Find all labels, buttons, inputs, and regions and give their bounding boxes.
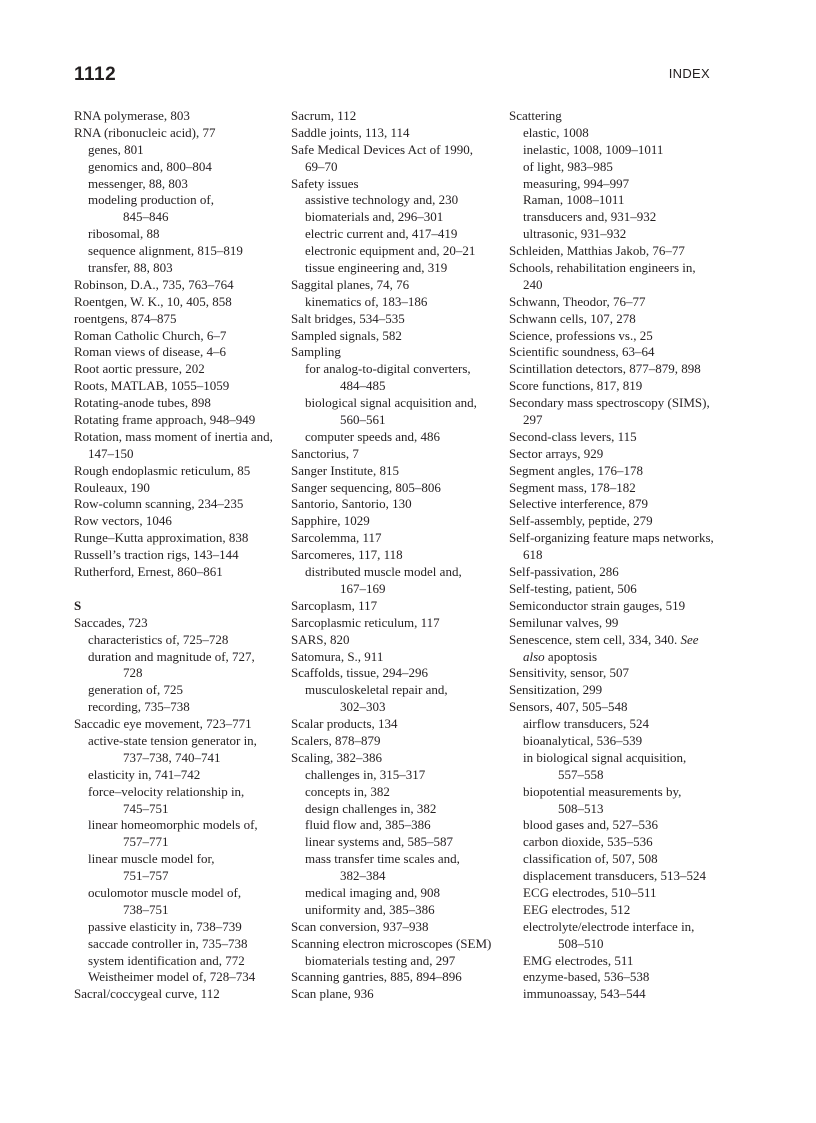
index-entry: Rouleaux, 190	[74, 479, 150, 495]
index-entry: Science, professions vs., 25	[509, 327, 653, 343]
index-column-3	[509, 108, 724, 1003]
index-entry: Scaling, 382–386	[291, 749, 382, 765]
index-entry: Self-organizing feature maps networks,	[509, 530, 714, 546]
index-entry: Scintillation detectors, 877–879, 898	[509, 361, 701, 377]
index-entry: roentgens, 874–875	[74, 310, 177, 326]
index-entry: Sensitivity, sensor, 507	[509, 665, 629, 681]
index-entry: Safety issues	[291, 175, 359, 191]
index-subentry: challenges in, 315–317	[305, 766, 426, 782]
index-entry: Rutherford, Ernest, 860–861	[74, 564, 223, 580]
index-entry: Robinson, D.A., 735, 763–764	[74, 276, 234, 292]
index-entry: Safe Medical Devices Act of 1990,	[291, 141, 473, 157]
index-subentry: ECG electrodes, 510–511	[523, 884, 657, 900]
index-entry: Sanctorius, 7	[291, 445, 359, 461]
index-continuation: 738–751	[123, 901, 169, 917]
index-entry: Sensitization, 299	[509, 682, 603, 698]
index-subentry: concepts in, 382	[305, 783, 390, 799]
index-subentry: measuring, 994–997	[523, 175, 630, 191]
index-entry: Saccadic eye movement, 723–771	[74, 716, 252, 732]
index-subentry: design challenges in, 382	[305, 800, 437, 816]
index-subentry: oculomotor muscle model of,	[88, 884, 242, 900]
index-subentry: also apoptosis	[523, 648, 598, 664]
index-subentry: system identification and, 772	[88, 952, 245, 968]
index-entry: Saddle joints, 113, 114	[291, 124, 410, 140]
index-subentry: assistive technology and, 230	[305, 192, 459, 208]
index-continuation: 484–485	[340, 378, 386, 394]
index-entry: Sector arrays, 929	[509, 445, 604, 461]
index-subentry: blood gases and, 527–536	[523, 817, 659, 833]
index-subentry: force–velocity relationship in,	[88, 783, 245, 799]
index-entry: Sacrum, 112	[291, 108, 357, 123]
index-subentry: biomaterials testing and, 297	[305, 952, 456, 968]
index-entry: Rotating-anode tubes, 898	[74, 395, 211, 411]
index-subentry: mass transfer time scales and,	[305, 851, 460, 867]
index-subentry: 69–70	[305, 158, 338, 174]
index-subentry: medical imaging and, 908	[305, 884, 441, 900]
index-subentry: EMG electrodes, 511	[523, 952, 634, 968]
index-continuation: 302–303	[340, 699, 386, 715]
index-entry: Score functions, 817, 819	[509, 378, 643, 394]
index-subentry: of light, 983–985	[523, 158, 613, 174]
index-subentry: immunoassay, 543–544	[523, 986, 646, 1002]
index-subentry: for analog-to-digital converters,	[305, 361, 471, 377]
index-subentry: classification of, 507, 508	[523, 851, 658, 867]
section-letter: S	[74, 597, 82, 613]
index-subentry: sequence alignment, 815–819	[88, 243, 243, 259]
index-entry: Sampling	[291, 344, 341, 360]
index-entry: Root aortic pressure, 202	[74, 361, 205, 377]
index-continuation: 167–169	[340, 580, 386, 596]
index-subentry: 240	[523, 276, 543, 292]
index-entry: Schleiden, Matthias Jakob, 76–77	[509, 243, 685, 259]
index-subentry: 618	[523, 547, 543, 563]
index-continuation: 728	[123, 665, 143, 681]
index-entry: RNA (ribonucleic acid), 77	[74, 124, 216, 140]
index-continuation: 382–384	[340, 868, 386, 884]
index-subentry: biomaterials and, 296–301	[305, 209, 444, 225]
index-continuation: 508–513	[558, 800, 604, 816]
index-entry: SARS, 820	[291, 631, 350, 647]
index-entry: Roentgen, W. K., 10, 405, 858	[74, 293, 232, 309]
index-entry: Semiconductor strain gauges, 519	[509, 597, 686, 613]
index-subentry: tissue engineering and, 319	[305, 260, 448, 276]
index-entry: Scanning gantries, 885, 894–896	[291, 969, 462, 985]
index-subentry: bioanalytical, 536–539	[523, 732, 643, 748]
index-subentry: electric current and, 417–419	[305, 226, 458, 242]
index-subentry: inelastic, 1008, 1009–1011	[523, 141, 664, 157]
index-subentry: linear homeomorphic models of,	[88, 817, 258, 833]
index-entry: Sanger sequencing, 805–806	[291, 479, 441, 495]
index-entry: Second-class levers, 115	[509, 428, 637, 444]
index-subentry: transducers and, 931–932	[523, 209, 657, 225]
index-continuation: 557–558	[558, 766, 604, 782]
index-entry: Scan conversion, 937–938	[291, 918, 429, 934]
index-entry: Scan plane, 936	[291, 986, 374, 1002]
index-subentry: computer speeds and, 486	[305, 428, 441, 444]
index-column-2	[291, 108, 496, 1003]
index-subentry: characteristics of, 725–728	[88, 631, 229, 647]
index-entry: Salt bridges, 534–535	[291, 310, 405, 326]
index-subentry: 147–150	[88, 445, 134, 461]
index-entry: Saggital planes, 74, 76	[291, 276, 410, 292]
index-subentry: biopotential measurements by,	[523, 783, 682, 799]
index-subentry: elastic, 1008	[523, 124, 589, 140]
index-entry: Sensors, 407, 505–548	[509, 699, 628, 715]
section-spacer	[74, 581, 274, 598]
index-entry: Sarcomeres, 117, 118	[291, 547, 403, 563]
index-entry: Scalers, 878–879	[291, 732, 381, 748]
index-entry: Roots, MATLAB, 1055–1059	[74, 378, 230, 394]
index-entry: Row-column scanning, 234–235	[74, 496, 244, 512]
index-subentry: active-state tension generator in,	[88, 732, 257, 748]
index-entry: Rotation, mass moment of inertia and,	[74, 428, 273, 444]
index-subentry: generation of, 725	[88, 682, 183, 698]
index-entry: Schools, rehabilitation engineers in,	[509, 260, 696, 276]
index-subentry: linear muscle model for,	[88, 851, 215, 867]
index-subentry: kinematics of, 183–186	[305, 293, 428, 309]
index-subentry: airflow transducers, 524	[523, 716, 649, 732]
index-continuation: 757–771	[123, 834, 169, 850]
index-entry: Scaffolds, tissue, 294–296	[291, 665, 428, 681]
index-continuation: 508–510	[558, 935, 604, 951]
index-entry: Santorio, Santorio, 130	[291, 496, 412, 512]
index-subentry: saccade controller in, 735–738	[88, 935, 248, 951]
index-subentry: passive elasticity in, 738–739	[88, 918, 242, 934]
index-entry: Scanning electron microscopes (SEM)	[291, 935, 492, 951]
index-entry: Self-assembly, peptide, 279	[509, 513, 653, 529]
index-entry: Semilunar valves, 99	[509, 614, 619, 630]
index-subentry: modeling production of,	[88, 192, 215, 208]
index-entry: Scattering	[509, 108, 562, 123]
index-entry: Schwann cells, 107, 278	[509, 310, 636, 326]
index-subentry: messenger, 88, 803	[88, 175, 188, 191]
index-entry: Sanger Institute, 815	[291, 462, 399, 478]
index-subentry: EEG electrodes, 512	[523, 901, 631, 917]
index-entry: Selective interference, 879	[509, 496, 648, 512]
index-subentry: carbon dioxide, 535–536	[523, 834, 653, 850]
index-subentry: musculoskeletal repair and,	[305, 682, 448, 698]
index-subentry: in biological signal acquisition,	[523, 749, 687, 765]
index-subentry: Raman, 1008–1011	[523, 192, 625, 208]
index-subentry: genes, 801	[88, 141, 144, 157]
index-subentry: duration and magnitude of, 727,	[88, 648, 255, 664]
index-subentry: biological signal acquisition and,	[305, 395, 477, 411]
index-subentry: enzyme-based, 536–538	[523, 969, 650, 985]
index-subentry: ultrasonic, 931–932	[523, 226, 627, 242]
index-continuation: 737–738, 740–741	[123, 749, 221, 765]
index-subentry: recording, 735–738	[88, 699, 190, 715]
index-entry: Self-passivation, 286	[509, 564, 619, 580]
index-column-1	[74, 108, 274, 1003]
index-continuation: 560–561	[340, 412, 386, 428]
index-entry: Scientific soundness, 63–64	[509, 344, 655, 360]
index-entry: Sampled signals, 582	[291, 327, 402, 343]
index-entry: Sacral/coccygeal curve, 112	[74, 986, 220, 1002]
index-subentry: genomics and, 800–804	[88, 158, 212, 174]
index-entry: Sarcoplasm, 117	[291, 597, 378, 613]
index-entry: Russell’s traction rigs, 143–144	[74, 547, 239, 563]
index-subentry: ribosomal, 88	[88, 226, 160, 242]
index-entry: Sarcoplasmic reticulum, 117	[291, 614, 440, 630]
index-subentry: Weistheimer model of, 728–734	[88, 969, 256, 985]
index-entry: Satomura, S., 911	[291, 648, 384, 664]
page-number: 1112	[74, 64, 117, 85]
index-subentry: 297	[523, 412, 543, 428]
index-continuation: 745–751	[123, 800, 169, 816]
index-subentry: linear systems and, 585–587	[305, 834, 454, 850]
index-entry: Self-testing, patient, 506	[509, 580, 637, 596]
index-entry: Segment angles, 176–178	[509, 462, 643, 478]
index-entry: Schwann, Theodor, 76–77	[509, 293, 646, 309]
index-subentry: fluid flow and, 385–386	[305, 817, 431, 833]
index-entry: Sapphire, 1029	[291, 513, 370, 529]
index-entry: Segment mass, 178–182	[509, 479, 636, 495]
index-entry: Senescence, stem cell, 334, 340. See	[509, 631, 699, 647]
index-subentry: uniformity and, 385–386	[305, 901, 435, 917]
index-entry: Roman Catholic Church, 6–7	[74, 327, 227, 343]
index-entry: Saccades, 723	[74, 614, 148, 630]
index-subentry: transfer, 88, 803	[88, 260, 173, 276]
index-entry: Secondary mass spectroscopy (SIMS),	[509, 395, 710, 411]
index-entry: Scalar products, 134	[291, 716, 398, 732]
index-entry: Roman views of disease, 4–6	[74, 344, 227, 360]
index-entry: Runge–Kutta approximation, 838	[74, 530, 249, 546]
index-entry: Sarcolemma, 117	[291, 530, 382, 546]
running-head: INDEX	[668, 66, 710, 81]
index-subentry: displacement transducers, 513–524	[523, 868, 707, 884]
index-continuation: 845–846	[123, 209, 169, 225]
index-subentry: distributed muscle model and,	[305, 564, 462, 580]
index-entry: Rotating frame approach, 948–949	[74, 412, 256, 428]
index-entry: Row vectors, 1046	[74, 513, 172, 529]
index-continuation: 751–757	[123, 868, 169, 884]
index-subentry: elasticity in, 741–742	[88, 766, 201, 782]
index-subentry: electronic equipment and, 20–21	[305, 243, 476, 259]
index-subentry: electrolyte/electrode interface in,	[523, 918, 695, 934]
index-entry: RNA polymerase, 803	[74, 108, 190, 123]
index-entry: Rough endoplasmic reticulum, 85	[74, 462, 251, 478]
